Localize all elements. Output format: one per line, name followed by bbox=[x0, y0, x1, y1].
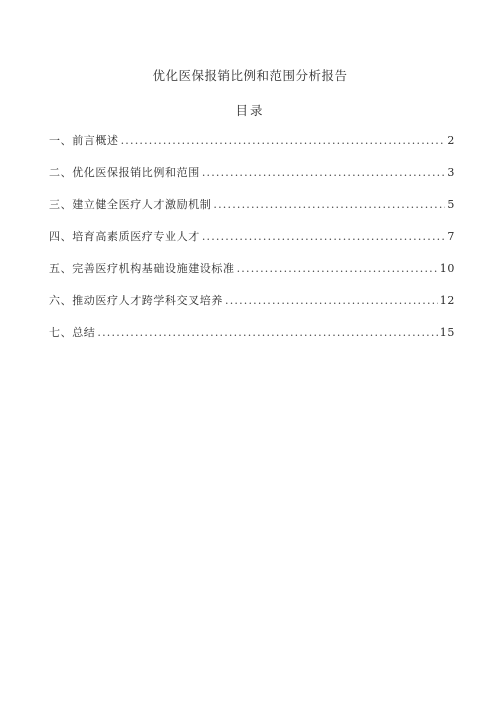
toc-entry-infrastructure[interactable] bbox=[49, 260, 455, 292]
toc-entry-talent[interactable] bbox=[49, 228, 455, 260]
toc-dot-leader bbox=[225, 294, 438, 307]
toc-dot-leader bbox=[237, 262, 438, 275]
toc-entry-label: 七、总结 bbox=[49, 326, 96, 339]
toc-entry-reimbursement[interactable] bbox=[49, 164, 455, 196]
toc-dot-leader bbox=[202, 230, 446, 243]
toc-dot-leader bbox=[202, 166, 446, 179]
toc-dot-leader bbox=[213, 198, 445, 211]
toc-page-number: 5 bbox=[447, 198, 455, 211]
toc-entry-summary[interactable] bbox=[49, 324, 455, 356]
toc-entry-label: 二、优化医保报销比例和范围 bbox=[49, 166, 200, 179]
toc-entry-label: 五、完善医疗机构基础设施建设标准 bbox=[49, 262, 235, 275]
toc-page-number: 7 bbox=[447, 230, 455, 243]
toc-entry-interdisciplinary[interactable] bbox=[49, 292, 455, 324]
toc-entry-label: 六、推动医疗人才跨学科交叉培养 bbox=[49, 294, 223, 307]
toc-entry-incentive[interactable] bbox=[49, 196, 455, 228]
toc-page-number: 10 bbox=[439, 262, 455, 275]
toc-entry-preface[interactable] bbox=[49, 132, 455, 164]
toc-entry-label: 一、前言概述 bbox=[49, 134, 119, 147]
toc-heading: 目录 bbox=[235, 103, 265, 118]
toc-dot-leader bbox=[97, 326, 437, 339]
document-title: 优化医保报销比例和范围分析报告 bbox=[152, 68, 348, 83]
toc-page-number: 15 bbox=[439, 326, 455, 339]
toc-page-number: 2 bbox=[447, 134, 455, 147]
toc-dot-leader bbox=[121, 134, 446, 147]
toc-page-number: 3 bbox=[447, 166, 455, 179]
toc-page-number: 12 bbox=[439, 294, 455, 307]
toc-entry-label: 四、培育高素质医疗专业人才 bbox=[49, 230, 200, 243]
toc-entry-label: 三、建立健全医疗人才激励机制 bbox=[49, 198, 212, 211]
table-of-contents bbox=[49, 132, 455, 356]
